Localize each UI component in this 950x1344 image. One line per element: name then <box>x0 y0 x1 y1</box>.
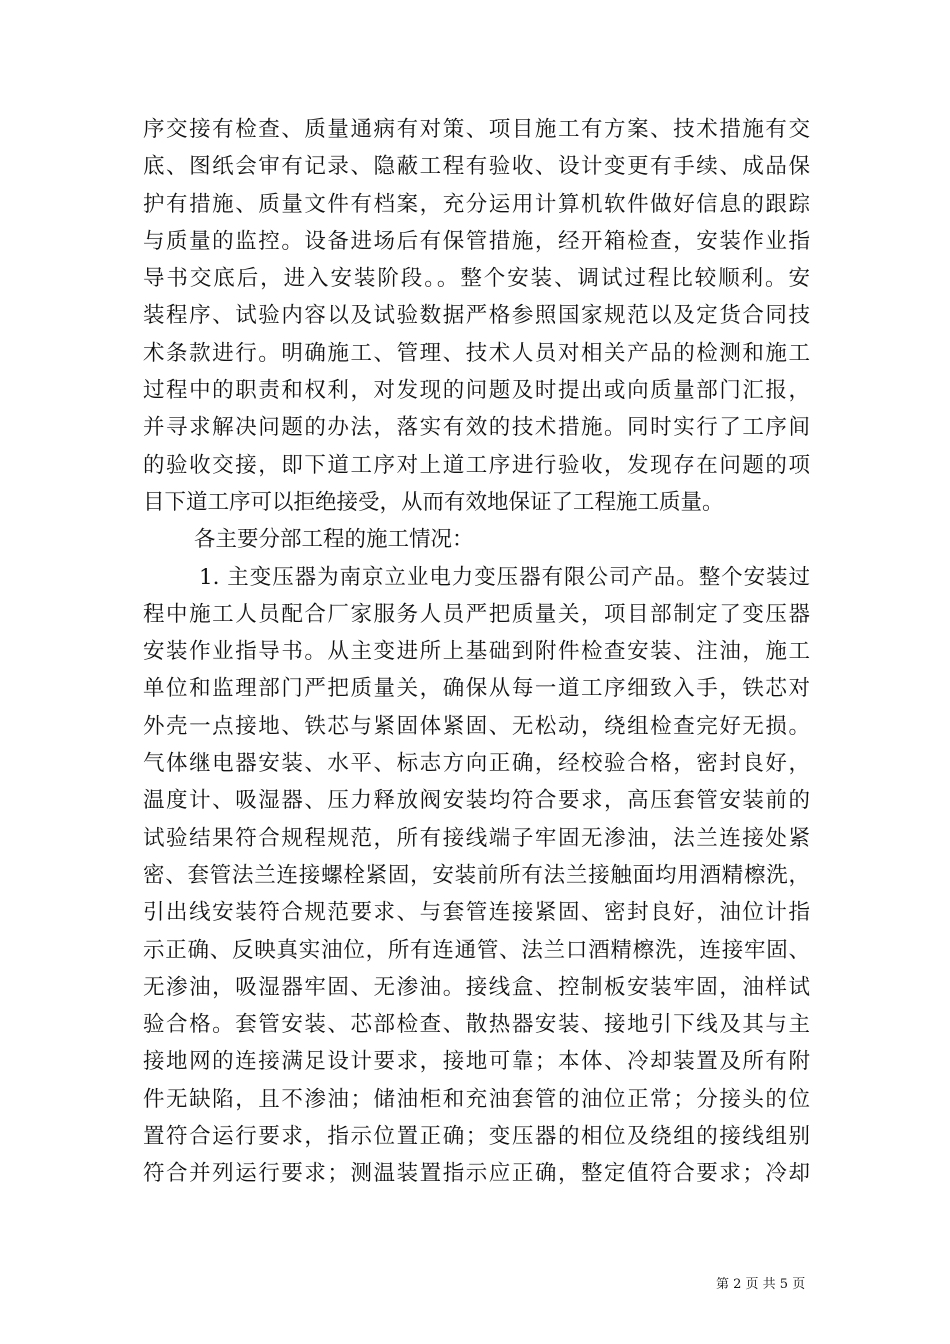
text-line: 1. 主变压器为南京立业电力变压器有限公司产品。整个安装过 <box>199 564 810 590</box>
text-line: 示正确、反映真实油位，所有连通管、法兰口酒精檫洗，连接牢固、 <box>143 937 810 963</box>
text-line: 程中施工人员配合厂家服务人员严把质量关，项目部制定了变压器 <box>143 601 810 627</box>
text-line: 无渗油，吸湿器牢固、无渗油。接线盒、控制板安装牢固，油样试 <box>143 974 810 1000</box>
text-line: 过程中的职责和权利，对发现的问题及时提出或向质量部门汇报， <box>143 378 810 404</box>
text-line: 单位和监理部门严把质量关，确保从每一道工序细致入手，铁芯对 <box>143 676 810 702</box>
body-text <box>143 111 810 1193</box>
text-line: 目下道工序可以拒绝接受，从而有效地保证了工程施工质量。 <box>143 489 724 515</box>
text-line: 装程序、试验内容以及试验数据严格参照国家规范以及定货合同技 <box>143 303 810 329</box>
text-line: 验合格。套管安装、芯部检查、散热器安装、接地引下线及其与主 <box>143 1012 810 1038</box>
text-line: 置符合运行要求，指示位置正确；变压器的相位及绕组的接线组别 <box>143 1124 810 1150</box>
text-line: 序交接有检查、质量通病有对策、项目施工有方案、技术措施有交 <box>143 117 810 142</box>
page-footer <box>0 1275 950 1295</box>
section-heading: 各主要分部工程的施工情况： <box>194 527 474 553</box>
page-number: 第 2 页 共 5 页 <box>716 1277 806 1292</box>
text-line: 件无缺陷，且不渗油；储油柜和充油套管的油位正常；分接头的位 <box>143 1086 810 1112</box>
text-line: 并寻求解决问题的办法，落实有效的技术措施。同时实行了工序间 <box>143 415 810 441</box>
text-line: 导书交底后，进入安装阶段。。整个安装、调试过程比较顺利。安 <box>143 266 810 292</box>
text-line: 底、图纸会审有记录、隐蔽工程有验收、设计变更有手续、成品保 <box>143 154 810 180</box>
text-line: 接地网的连接满足设计要求，接地可靠；本体、冷却装置及所有附 <box>143 1049 810 1075</box>
paragraph-quality-management <box>143 111 810 521</box>
text-line: 符合并列运行要求；测温装置指示应正确，整定值符合要求；冷却 <box>143 1161 810 1187</box>
text-line: 安装作业指导书。从主变进所上基础到附件检查安装、注油，施工 <box>143 639 810 665</box>
text-line: 与质量的监控。设备进场后有保管措施，经开箱检查，安装作业指 <box>143 228 810 254</box>
text-line: 试验结果符合规程规范，所有接线端子牢固无渗油，法兰连接处紧 <box>143 825 810 851</box>
text-line: 术条款进行。明确施工、管理、技术人员对相关产品的检测和施工 <box>143 340 810 366</box>
text-line: 护有措施、质量文件有档案，充分运用计算机软件做好信息的跟踪 <box>143 191 810 217</box>
paragraph-main-transformer <box>143 559 810 1193</box>
text-line: 密、套管法兰连接螺栓紧固，安装前所有法兰接触面均用酒精檫洗， <box>143 862 810 888</box>
text-line: 温度计、吸湿器、压力释放阀安装均符合要求，高压套管安装前的 <box>143 788 810 814</box>
text-line: 引出线安装符合规范要求、与套管连接紧固、密封良好，油位计指 <box>143 900 810 926</box>
text-line: 气体继电器安装、水平、标志方向正确，经校验合格，密封良好， <box>143 751 810 777</box>
text-line: 外壳一点接地、铁芯与紧固体紧固、无松动，绕组检查完好无损。 <box>143 713 810 739</box>
text-line: 的验收交接，即下道工序对上道工序进行验收，发现存在问题的项 <box>143 452 810 478</box>
